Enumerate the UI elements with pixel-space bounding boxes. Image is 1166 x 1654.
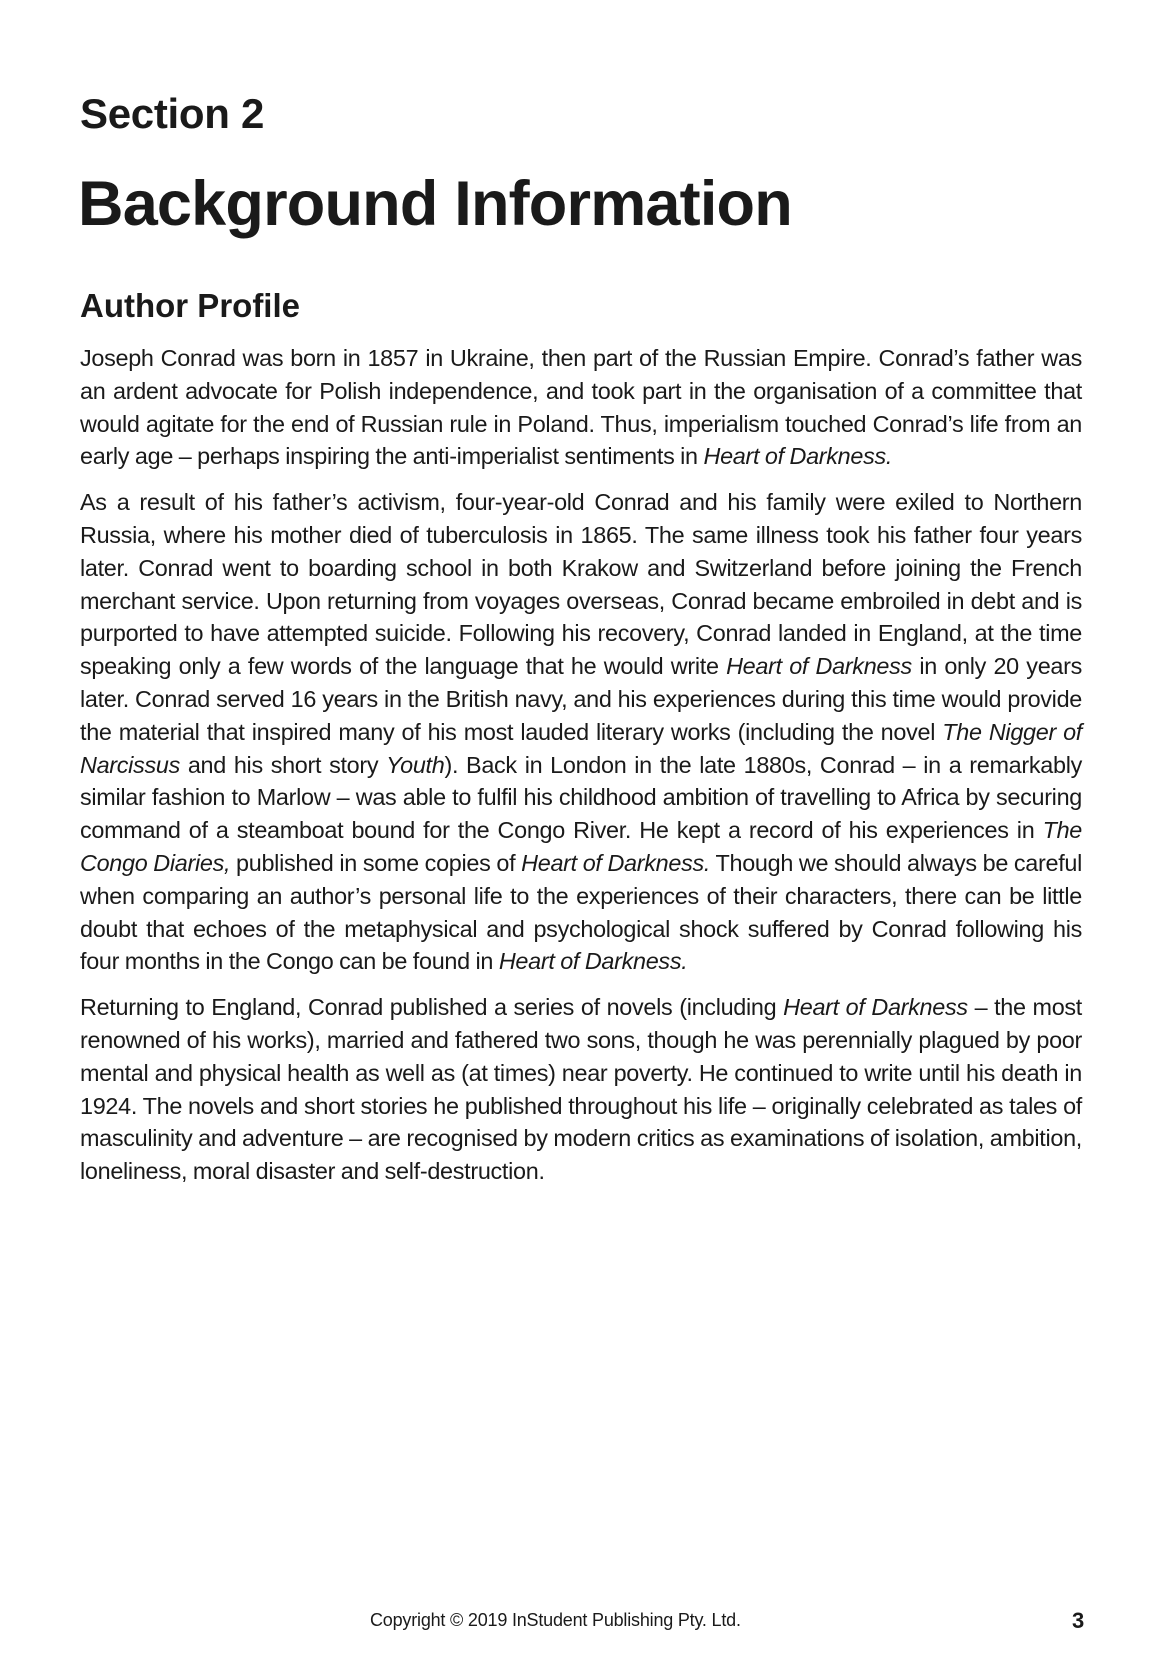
text-run: Though we should always be careful when comparing an author’s personal life to the experiences of their characters, there can be little doubt that echoes of the metaphysical and psychological shock suffered by Conrad following his four months in the Congo can be found in xyxy=(80,849,1082,975)
text-run: As a result of his father’s activism, four-year-old Conrad and his family were exiled to Northern Russia, where his mother died of tuberculosis in 1865. The same illness took his father four years later. Conrad went to boarding school in both Krakow and Switzerland before joining the French merchant service. Upon returning from voyages overseas, Conrad became embroiled in debt and is purported to have attempted suicide. Following his recovery, Conrad landed in England, at the time speaking only a few words of the language that he would write xyxy=(80,489,1082,680)
text-run: ). Back in London in the late 1880s, Conrad – in a remarkably similar fashion to Marlow – was able to fulfil his childhood ambition of travelling to Africa by securing command of a steamboat bound for the Congo River. He kept a record of his experiences in xyxy=(80,751,1082,844)
book-title: Heart of Darkness xyxy=(726,653,912,680)
page-title: Background Information xyxy=(78,169,792,239)
book-title: Youth xyxy=(386,751,445,778)
book-title: The Nigger of Narcissus xyxy=(80,718,1082,778)
text-run: – the most renowned of his works), married and fathered two sons, though he was perennially plagued by poor mental and physical health as well as (at times) near poverty. He continued to write until his death in 1924. The novels and short stories he published throughout his life – originally celebrated as tales of masculinity and adventure – are recognised by modern critics as examinations of isolation, ambition, loneliness, moral disaster and self-destruction. xyxy=(80,994,1082,1185)
text-run: Joseph Conrad was born in 1857 in Ukraine, then part of the Russian Empire. Conrad’s father was an ardent advocate for Polish independence, and took part in the organisation of a committee that would agitate for the end of Russian rule in Poland. Thus, imperialism touched Conrad’s life from an early age – perhaps inspiring the anti-imperialist sentiments in xyxy=(80,345,1082,470)
book-title: Heart of Darkness. xyxy=(498,948,688,975)
section-label: Section 2 xyxy=(80,90,265,137)
book-title: Heart of Darkness xyxy=(783,994,968,1021)
paragraph-1 xyxy=(80,342,1082,473)
text-run: and his short story xyxy=(179,751,387,778)
book-title: Heart of Darkness. xyxy=(703,443,893,470)
author-profile-heading: Author Profile xyxy=(80,287,300,324)
copyright-notice: Copyright © 2019 InStudent Publishing Pty. Ltd. xyxy=(370,1610,741,1630)
text-run: in only 20 years later. Conrad served 16 years in the British navy, and his experiences during this time would provide the material that inspired many of his most lauded literary works (including the novel xyxy=(80,653,1082,745)
paragraph-2 xyxy=(80,486,1082,978)
text-run: Returning to England, Conrad published a series of novels (including xyxy=(80,994,784,1021)
body-text xyxy=(80,342,1082,1201)
page-number: 3 xyxy=(1072,1608,1085,1633)
book-title: Heart of Darkness. xyxy=(521,849,711,876)
page-footer xyxy=(0,1608,1166,1638)
paragraph-3 xyxy=(80,991,1082,1188)
book-title: The Congo Diaries, xyxy=(80,817,1082,876)
text-run: published in some copies of xyxy=(230,849,522,876)
